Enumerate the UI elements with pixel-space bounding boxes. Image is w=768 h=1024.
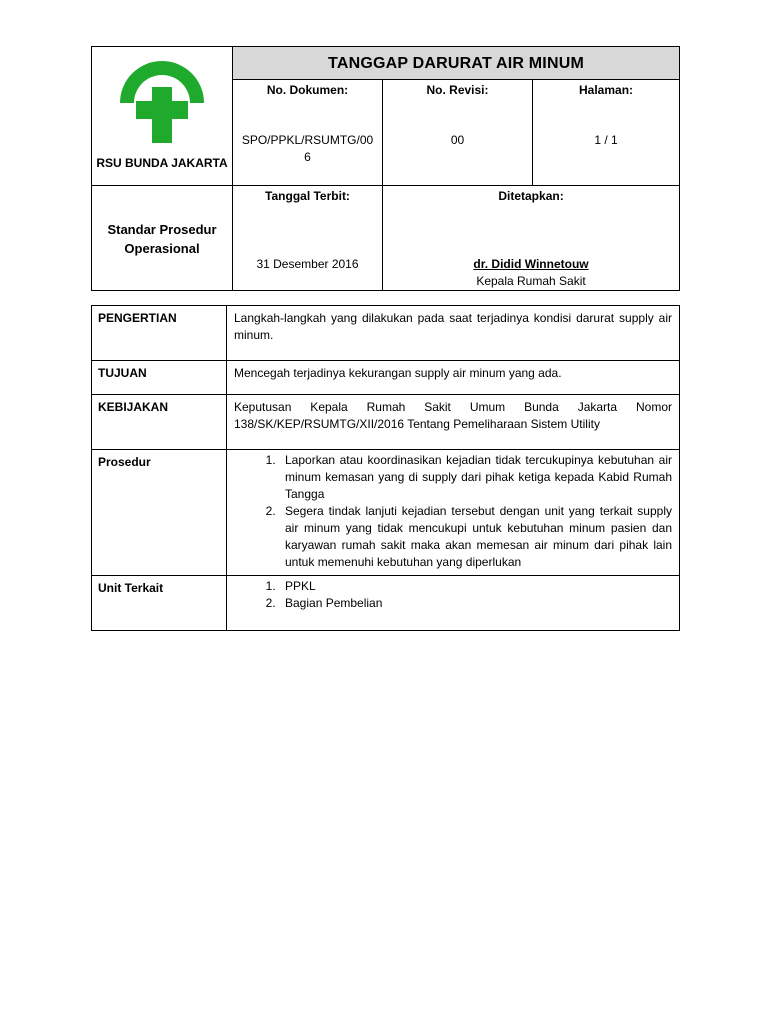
revision-label: No. Revisi:	[426, 83, 489, 98]
unit-list	[234, 578, 672, 612]
approver-role: Kepala Rumah Sakit	[476, 274, 586, 288]
table-row	[92, 306, 680, 361]
document-header-table	[91, 46, 680, 291]
logo-cell	[92, 47, 233, 186]
pengertian-text: Langkah-langkah yang dilakukan pada saat terjadinya kondisi darurat supply air minum.	[227, 306, 680, 361]
page-value: 1 / 1	[594, 133, 618, 148]
prosedur-steps	[234, 452, 672, 571]
issue-date-value: 31 Desember 2016	[256, 257, 359, 271]
doc-number-label: No. Dokumen:	[266, 83, 349, 98]
approval-cell	[383, 186, 680, 291]
procedure-table	[91, 305, 680, 631]
list-item: 2. Bagian Pembelian	[279, 595, 672, 612]
list-item: 1. Laporkan atau koordinasikan kejadian tidak tercukupinya kebutuhan air minum kemasan yang di supply dari pihak ketiga kepada Kabid Rumah Tangga	[279, 452, 672, 503]
prosedur-cell	[227, 450, 680, 576]
unit-terkait-cell	[227, 576, 680, 631]
revision-value: 00	[450, 133, 465, 148]
kebijakan-label: KEBIJAKAN	[92, 395, 227, 450]
tujuan-label: TUJUAN	[92, 361, 227, 395]
table-row	[92, 395, 680, 450]
document-title: TANGGAP DARURAT AIR MINUM	[233, 47, 680, 80]
table-row	[92, 576, 680, 631]
page-cell	[533, 80, 680, 186]
list-item: 1. PPKL	[279, 578, 672, 595]
tujuan-text: Mencegah terjadinya kekurangan supply air minum yang ada.	[227, 361, 680, 395]
doc-number-cell	[233, 80, 383, 186]
table-row	[92, 361, 680, 395]
table-row	[92, 450, 680, 576]
hospital-name: RSU BUNDA JAKARTA	[96, 156, 228, 170]
prosedur-label: Prosedur	[92, 450, 227, 576]
spo-label: Standar Prosedur Operasional	[107, 222, 217, 256]
approved-label: Ditetapkan:	[498, 189, 564, 203]
list-item: 2. Segera tindak lanjuti kejadian tersebut dengan unit yang terkait supply air minum yang tidak mencukupi untuk kebutuhan minum pasien dan karyawan rumah sakit maka akan memesan air minum dari pihak lain untuk memenuhi kebutuhan yang diperlukan	[279, 503, 672, 571]
doc-number-value: SPO/PPKL/RSUMTG/006	[241, 133, 374, 165]
issue-date-cell	[233, 186, 383, 291]
green-cross-arch-logo-icon	[118, 59, 206, 147]
spo-cell	[92, 186, 233, 291]
unit-terkait-label: Unit Terkait	[92, 576, 227, 631]
issue-date-label: Tanggal Terbit:	[265, 189, 350, 203]
revision-cell	[383, 80, 533, 186]
approver-name: dr. Didid Winnetouw	[473, 257, 589, 271]
kebijakan-text: Keputusan Kepala Rumah Sakit Umum Bunda Jakarta Nomor 138/SK/KEP/RSUMTG/XII/2016 Tentang Pemeliharaan Sistem Utility	[227, 395, 680, 450]
page-label: Halaman:	[579, 83, 634, 98]
pengertian-label: PENGERTIAN	[92, 306, 227, 361]
